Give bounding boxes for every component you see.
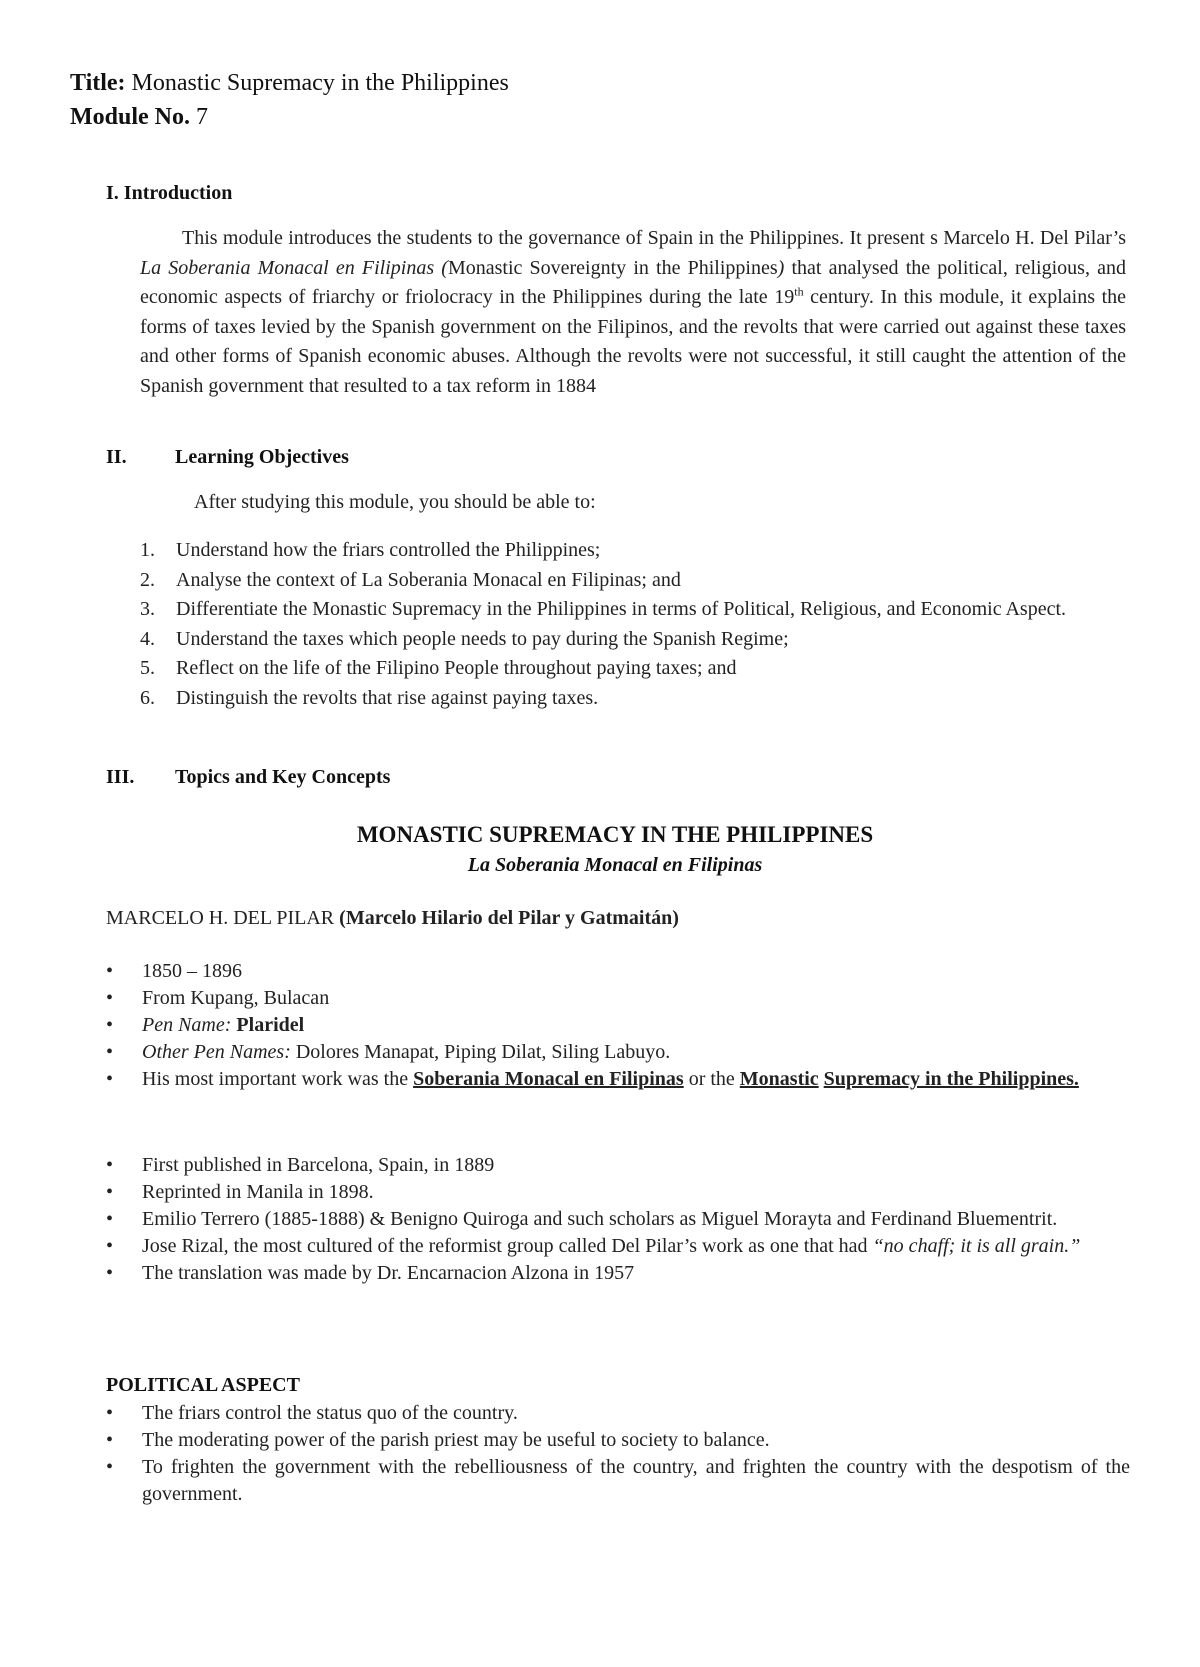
political-bullet-list: [106, 1400, 1130, 1508]
list-item: • The translation was made by Dr. Encarnacion Alzona in 1957: [106, 1262, 635, 1284]
document-title: [70, 70, 509, 97]
topics-number: III.: [106, 766, 135, 788]
list-item: 3. Differentiate the Monastic Supremacy in the Philippines in terms of Political, Religious, and Economic Aspect.: [140, 598, 1067, 620]
list-item: • Reprinted in Manila in 1898.: [106, 1181, 374, 1203]
author-line: MARCELO H. DEL PILAR (Marcelo Hilario del Pilar y Gatmaitán): [106, 907, 679, 929]
topics-heading: Topics and Key Concepts: [175, 766, 391, 788]
objectives-lead: After studying this module, you should be able to:: [194, 491, 596, 513]
title-value: Monastic Supremacy in the Philippines: [131, 70, 509, 96]
module-value: 7: [196, 104, 208, 130]
objectives-number: II.: [106, 446, 127, 468]
list-item: • The moderating power of the parish priest may be useful to society to balance.: [106, 1429, 770, 1451]
list-item: • Other Pen Names: Dolores Manapat, Piping Dilat, Siling Labuyo.: [106, 1041, 671, 1063]
objectives-list: [140, 536, 1130, 713]
introduction-paragraph: This module introduces the students to the governance of Spain in the Philippines. It present s Marcelo H. Del Pilar’s La Soberania Monacal en Filipinas (Monastic Sovereignty in the Philippines) that analysed the political, religious, and economic aspects of friarchy or friolocracy in the Philippines during the late 19th century. In this module, it explains the forms of taxes levied by the Spanish government on the Filipinos, and the revolts that were carried out against these taxes and other forms of Spanish economic abuses. Although the revolts were not successful, it still caught the attention of the Spanish government that resulted to a tax reform in 1884: [140, 227, 1127, 397]
list-item: • The friars control the status quo of the country.: [106, 1402, 518, 1424]
list-item: • Emilio Terrero (1885-1888) & Benigno Quiroga and such scholars as Miguel Morayta and Ferdinand Bluementrit.: [106, 1208, 1058, 1230]
section-subtitle: La Soberania Monacal en Filipinas: [467, 854, 763, 876]
list-item: 2. Analyse the context of La Soberania Monacal en Filipinas; and: [140, 568, 681, 591]
publication-bullet-list: [106, 1152, 1130, 1287]
introduction-heading: I. Introduction: [106, 182, 233, 204]
bio-bullet-list: [106, 958, 1130, 1093]
module-number: [70, 104, 208, 131]
list-item: • 1850 – 1896: [106, 960, 242, 982]
module-label: Module No.: [70, 104, 190, 130]
list-item: • Pen Name: Plaridel: [106, 1014, 305, 1036]
title-label: Title:: [70, 70, 126, 96]
list-item: 1. Understand how the friars controlled the Philippines;: [140, 539, 601, 561]
list-item: • From Kupang, Bulacan: [106, 987, 330, 1009]
list-item: • Jose Rizal, the most cultured of the reformist group called Del Pilar’s work as one that had “no chaff; it is all grain.”: [106, 1235, 1081, 1257]
list-item: 4. Understand the taxes which people needs to pay during the Spanish Regime;: [140, 627, 789, 650]
political-aspect-heading: POLITICAL ASPECT: [106, 1374, 300, 1396]
list-item: • To frighten the government with the rebelliousness of the country, and frighten the country with the despotism of the government.: [106, 1456, 1130, 1505]
list-item: 6. Distinguish the revolts that rise against paying taxes.: [140, 686, 599, 709]
list-item: • His most important work was the Soberania Monacal en Filipinas or the Monastic Supremacy in the Philippines.: [106, 1068, 1079, 1090]
list-item: • First published in Barcelona, Spain, in 1889: [106, 1154, 495, 1176]
list-item: 5. Reflect on the life of the Filipino People throughout paying taxes; and: [140, 657, 737, 679]
objectives-heading: Learning Objectives: [175, 446, 349, 468]
section-title: MONASTIC SUPREMACY IN THE PHILIPPINES: [356, 822, 874, 847]
